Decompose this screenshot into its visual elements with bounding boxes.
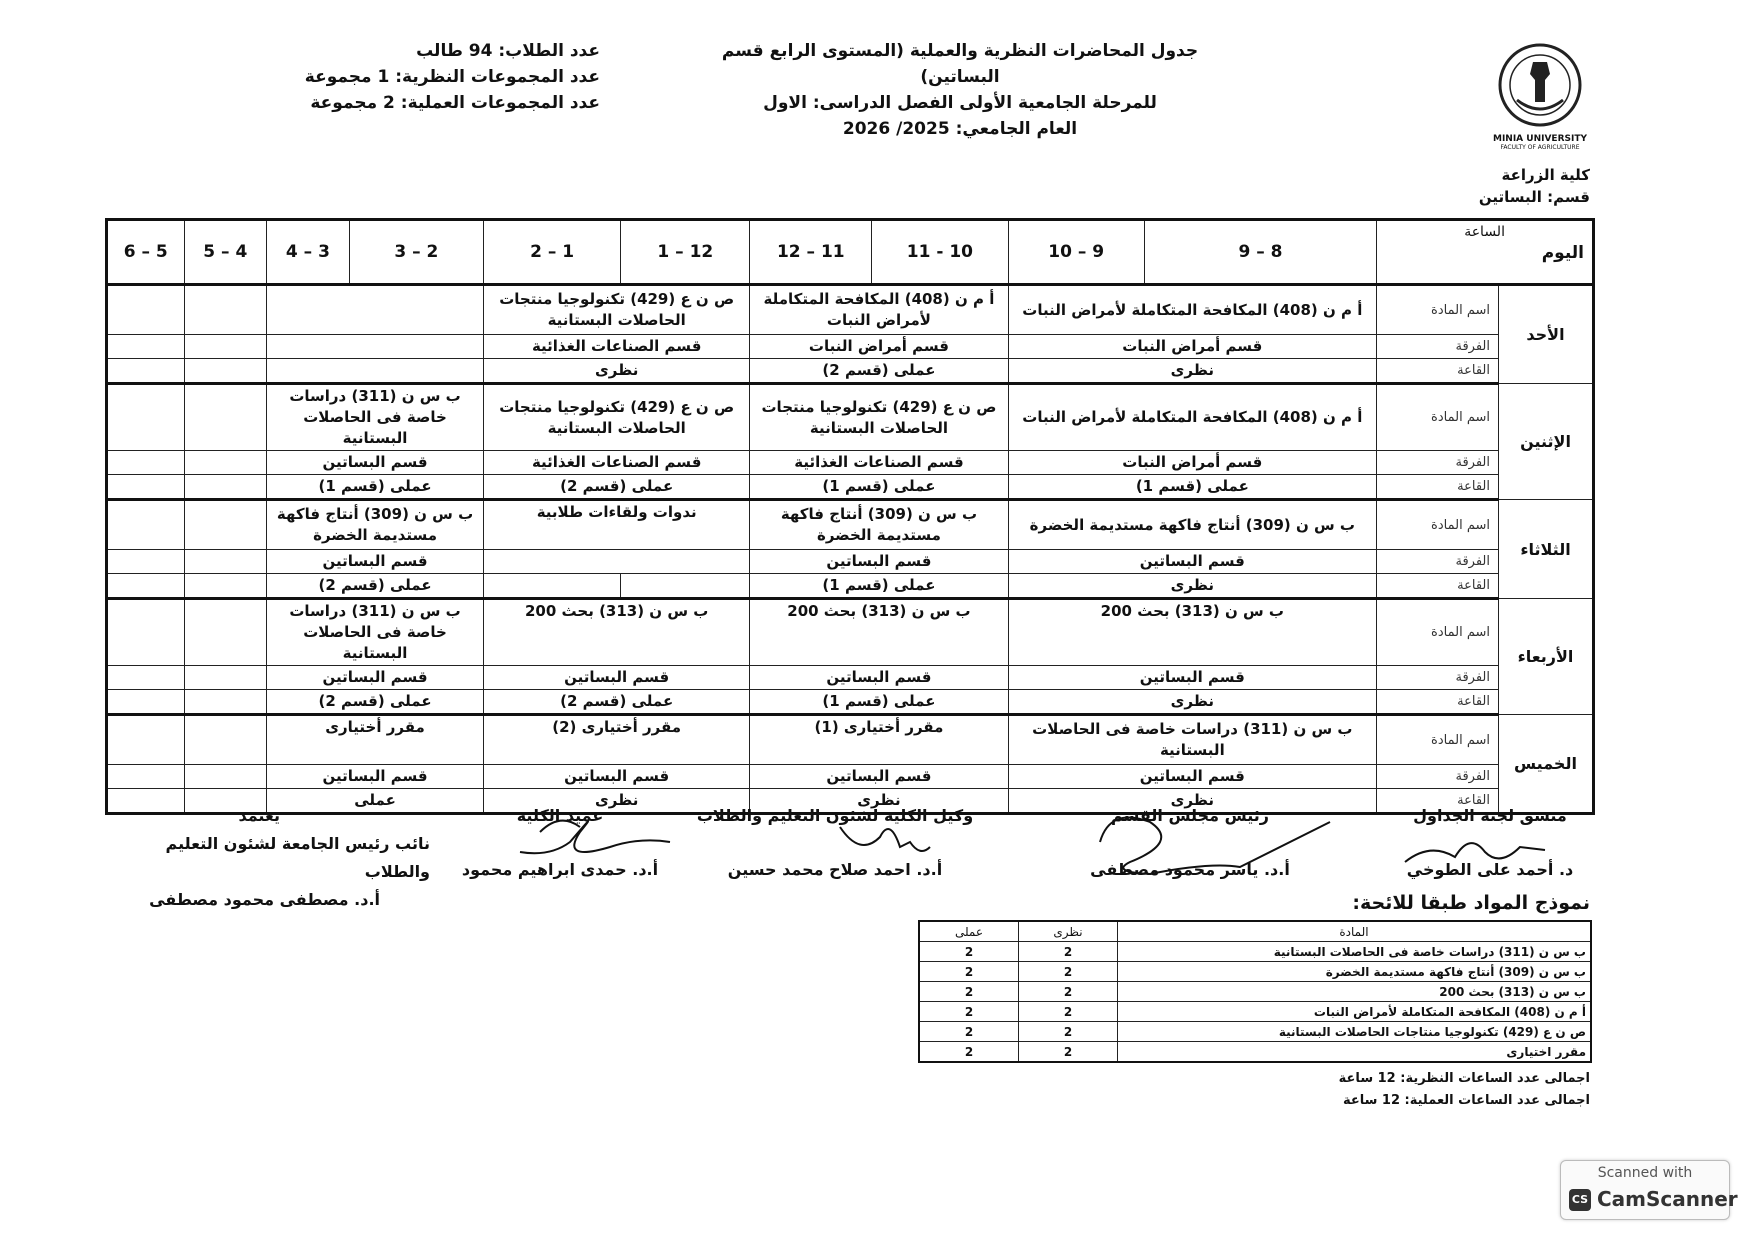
row-label-room: القاعة: [1377, 475, 1499, 500]
slot-header: 10 - 11: [872, 220, 1008, 285]
dept-head-title: رئيس مجلس القسم: [1111, 806, 1269, 825]
title-line-3: العام الجامعي: 2025/ 2026: [842, 119, 1078, 139]
logo-text-1: MINIA UNIVERSITY: [1492, 134, 1587, 144]
model-header-row: [919, 921, 1591, 942]
table-row: [107, 574, 1594, 599]
table-row: [919, 1022, 1591, 1042]
practical-groups-count: عدد المجموعات العملية: 2 مجموعة: [310, 93, 600, 113]
vp-title: نائب رئيس الجامعة لشئون التعليم والطلاب: [165, 834, 430, 881]
approve-label: يعتمد: [238, 806, 280, 825]
corner-time-label: الساعة: [1464, 224, 1505, 240]
table-row: [107, 285, 1594, 335]
row-label-subject: اسم المادة: [1377, 384, 1499, 451]
title-line-2: للمرحلة الجامعية الأولى الفصل الدراسى: الاول: [763, 93, 1157, 113]
schedule-cell: نظرى: [1008, 789, 1377, 814]
schedule-cell: قسم البساتين: [483, 666, 749, 690]
university-logo: [1470, 40, 1610, 151]
document-title: [680, 38, 1240, 142]
schedule-cell: مقرر أختيارى (1): [750, 715, 1008, 765]
row-label-group: الفرقة: [1377, 335, 1499, 359]
table-row: [107, 666, 1594, 690]
university-seal-icon: [1495, 40, 1585, 130]
schedule-cell: قسم الصناعات الغذائية: [483, 335, 749, 359]
model-subject: مقرر اختيارى: [1118, 1042, 1592, 1063]
schedule-cell: عملى (قسم 2): [267, 574, 484, 599]
schedule-cell: نظرى: [483, 789, 749, 814]
model-theory: 2: [1019, 982, 1118, 1002]
model-practical: 2: [919, 942, 1019, 962]
table-row: [107, 500, 1594, 550]
table-row: [107, 690, 1594, 715]
schedule-cell: عملى (قسم 2): [750, 359, 1008, 384]
table-row: [107, 550, 1594, 574]
row-label-subject: اسم المادة: [1377, 599, 1499, 666]
model-subject: ب س ن (309) أنتاج فاكهة مستديمة الخضرة: [1118, 962, 1592, 982]
handwritten-signature-icon: [820, 807, 960, 877]
slot-header: 1 – 2: [483, 220, 620, 285]
schedule-cell: عملى (قسم 1): [1008, 475, 1377, 500]
slot-header: 4 – 5: [184, 220, 267, 285]
schedule-header-row: [107, 220, 1594, 285]
schedule-cell: ب س ن (311) دراسات خاصة فى الحاصلات البستانية: [267, 599, 484, 666]
department-name: قسم: البساتين: [1478, 188, 1590, 206]
schedule-cell: عملى (قسم 1): [750, 690, 1008, 715]
schedule-cell: عملى (قسم 1): [750, 574, 1008, 599]
schedule-cell: ب س ن (309) أنتاج فاكهة مستديمة الخضرة: [1008, 500, 1377, 550]
table-row: [107, 451, 1594, 475]
slot-header: 5 – 6: [107, 220, 185, 285]
row-label-group: الفرقة: [1377, 451, 1499, 475]
slot-header: 3 – 4: [267, 220, 350, 285]
day-tuesday: الثلاثاء: [1499, 500, 1594, 599]
row-label-room: القاعة: [1377, 789, 1499, 814]
model-subject: ب س ن (311) دراسات خاصة فى الحاصلات البستانية: [1118, 942, 1592, 962]
schedule-cell: قسم البساتين: [267, 451, 484, 475]
model-theory: 2: [1019, 942, 1118, 962]
totals-block: [1300, 1068, 1590, 1112]
day-wednesday: الأربعاء: [1499, 599, 1594, 715]
schedule-table: [105, 218, 1595, 815]
schedule-cell: ص ن ع (429) تكنولوجيا منتجات الحاصلات البستانية: [483, 285, 749, 335]
schedule-cell: ب س ن (309) أنتاج فاكهة مستديمة الخضرة: [267, 500, 484, 550]
row-label-group: الفرقة: [1377, 765, 1499, 789]
table-row: [919, 962, 1591, 982]
table-row: [107, 335, 1594, 359]
table-row: [107, 475, 1594, 500]
schedule-cell: ب س ن (311) دراسات خاصة فى الحاصلات البستانية: [1008, 715, 1377, 765]
schedule-cell: عملى (قسم 1): [267, 475, 484, 500]
row-label-group: الفرقة: [1377, 550, 1499, 574]
vice-dean-title: وكيل الكلية لشئون التعليم والطلاب: [696, 806, 974, 825]
row-label-room: القاعة: [1377, 574, 1499, 599]
schedule-cell: قسم البساتين: [750, 765, 1008, 789]
model-theory: 2: [1019, 1002, 1118, 1022]
handwritten-signature-icon: [510, 802, 680, 872]
row-label-subject: اسم المادة: [1377, 715, 1499, 765]
schedule-cell: مقرر أختيارى (2): [483, 715, 749, 765]
schedule-cell: ندوات ولقاءات طلابية: [483, 500, 749, 550]
schedule-cell: قسم الصناعات الغذائية: [750, 451, 1008, 475]
students-count: عدد الطلاب: 94 طالب: [416, 41, 600, 61]
total-theory-hours: اجمالى عدد الساعات النظرية: 12 ساعة: [1338, 1071, 1590, 1086]
model-practical: 2: [919, 1042, 1019, 1063]
table-row: [107, 715, 1594, 765]
table-row: [107, 765, 1594, 789]
schedule-cell: نظرى: [483, 359, 749, 384]
group-counts: [300, 38, 600, 116]
schedule-cell: ب س ن (313) بحث 200: [483, 599, 749, 666]
model-practical: 2: [919, 982, 1019, 1002]
schedule-cell: ب س ن (309) أنتاج فاكهة مستديمة الخضرة: [750, 500, 1008, 550]
schedule-cell: نظرى: [750, 789, 1008, 814]
schedule-cell: قسم البساتين: [1008, 666, 1377, 690]
schedule-cell: قسم الصناعات الغذائية: [483, 451, 749, 475]
model-header-theory: نظرى: [1019, 921, 1118, 942]
model-theory: 2: [1019, 1022, 1118, 1042]
vice-dean-name: أ.د. احمد صلاح محمد حسين: [727, 860, 943, 879]
schedule-cell: ب س ن (311) دراسات خاصة فى الحاصلات البستانية: [267, 384, 484, 451]
schedule-cell: قسم البساتين: [1008, 765, 1377, 789]
schedule-cell: ص ن ع (429) تكنولوجيا منتجات الحاصلات البستانية: [750, 384, 1008, 451]
day-sunday: الأحد: [1499, 285, 1594, 384]
logo-text-2: FACULTY OF AGRICULTURE: [1500, 144, 1580, 151]
model-title: نموذج المواد طبقا للائحة:: [1352, 892, 1590, 914]
table-row: [919, 982, 1591, 1002]
vp-name: أ.د. مصطفى محمود مصطفى: [149, 890, 380, 909]
schedule-cell: نظرى: [1008, 574, 1377, 599]
model-header-subject: المادة: [1118, 921, 1592, 942]
slot-header: 12 – 1: [621, 220, 750, 285]
schedule-cell: ص ن ع (429) تكنولوجيا منتجات الحاصلات البستانية: [483, 384, 749, 451]
model-practical: 2: [919, 1022, 1019, 1042]
schedule-cell: مقرر أختيارى: [267, 715, 484, 765]
table-row: [919, 942, 1591, 962]
table-row: [107, 359, 1594, 384]
model-subject: ص ن ع (429) تكنولوجيا منتاجات الحاصلات البستانية: [1118, 1022, 1592, 1042]
row-label-subject: اسم المادة: [1377, 500, 1499, 550]
schedule-cell: عملى: [267, 789, 484, 814]
schedule-cell: ب س ن (313) بحث 200: [750, 599, 1008, 666]
slot-header: 2 – 3: [349, 220, 483, 285]
model-theory: 2: [1019, 1042, 1118, 1063]
model-practical: 2: [919, 1002, 1019, 1022]
title-line-1: جدول المحاضرات النظرية والعملية (المستوى الرابع قسم البساتين): [721, 41, 1199, 87]
camscanner-watermark: [1560, 1160, 1738, 1220]
schedule-cell: عملى (قسم 1): [750, 475, 1008, 500]
handwritten-signature-icon: [1090, 802, 1340, 882]
schedule-cell: قسم البساتين: [267, 765, 484, 789]
slot-header: 9 – 10: [1008, 220, 1144, 285]
model-theory: 2: [1019, 962, 1118, 982]
table-row: [107, 384, 1594, 451]
coordinator-name: د. أحمد على الطوخي: [1406, 860, 1574, 879]
row-label-room: القاعة: [1377, 690, 1499, 715]
schedule-cell: قسم البساتين: [483, 765, 749, 789]
watermark-line-1: Scanned with: [1597, 1165, 1693, 1181]
theory-groups-count: عدد المجموعات النظرية: 1 مجموعة: [304, 67, 600, 87]
schedule-cell: قسم البساتين: [750, 550, 1008, 574]
day-monday: الإثنين: [1499, 384, 1594, 500]
college-name: كلية الزراعة: [1501, 166, 1590, 184]
corner-cell: [1377, 220, 1594, 285]
day-thursday: الخميس: [1499, 715, 1594, 814]
dept-head-name: أ.د. ياسر محمود مصطفى: [1090, 860, 1290, 879]
watermark-line-2: CamScanner: [1597, 1187, 1738, 1211]
corner-day-label: اليوم: [1541, 243, 1584, 263]
schedule-cell: عملى (قسم 2): [483, 475, 749, 500]
schedule-cell: قسم البساتين: [267, 666, 484, 690]
coordinator-title: منسق لجنة الجداول: [1413, 806, 1567, 825]
signature-vp: [100, 802, 430, 914]
dean-name: أ.د. حمدى ابراهيم محمود: [461, 860, 659, 879]
table-row: [919, 1042, 1591, 1063]
camscanner-logo-icon: CS: [1569, 1189, 1591, 1211]
schedule-cell: قسم البساتين: [267, 550, 484, 574]
handwritten-signature-icon: [1400, 822, 1550, 872]
row-label-subject: اسم المادة: [1377, 285, 1499, 335]
schedule-cell: أ م ن (408) المكافحة المتكاملة لأمراض النبات: [750, 285, 1008, 335]
schedule-cell: عملى (قسم 2): [267, 690, 484, 715]
model-practical: 2: [919, 962, 1019, 982]
schedule-cell: ب س ن (313) بحث 200: [1008, 599, 1377, 666]
schedule-cell: أ م ن (408) المكافحة المتكاملة لأمراض النبات: [1008, 384, 1377, 451]
schedule-cell: نظرى: [1008, 690, 1377, 715]
schedule-cell: أ م ن (408) المكافحة المتكاملة لأمراض النبات: [1008, 285, 1377, 335]
schedule-cell: قسم البساتين: [1008, 550, 1377, 574]
schedule-cell: قسم البساتين: [750, 666, 1008, 690]
schedule-cell: عملى (قسم 2): [483, 690, 749, 715]
faculty-info: [1430, 164, 1590, 208]
schedule-cell: قسم أمراض النبات: [750, 335, 1008, 359]
total-practical-hours: اجمالى عدد الساعات العملية: 12 ساعة: [1342, 1093, 1590, 1108]
model-header-practical: عملى: [919, 921, 1019, 942]
table-row: [107, 599, 1594, 666]
schedule-cell: نظرى: [1008, 359, 1377, 384]
model-subject: ب س ن (313) بحث 200: [1118, 982, 1592, 1002]
model-subject: أ م ن (408) المكافحة المتكاملة لأمراض النبات: [1118, 1002, 1592, 1022]
row-label-room: القاعة: [1377, 359, 1499, 384]
slot-header: 8 – 9: [1144, 220, 1376, 285]
dean-title: عميد الكلية: [516, 806, 604, 825]
slot-header: 11 – 12: [750, 220, 872, 285]
row-label-group: الفرقة: [1377, 666, 1499, 690]
schedule-cell: قسم أمراض النبات: [1008, 335, 1377, 359]
table-row: [919, 1002, 1591, 1022]
schedule-cell: قسم أمراض النبات: [1008, 451, 1377, 475]
model-table: [918, 920, 1592, 1063]
